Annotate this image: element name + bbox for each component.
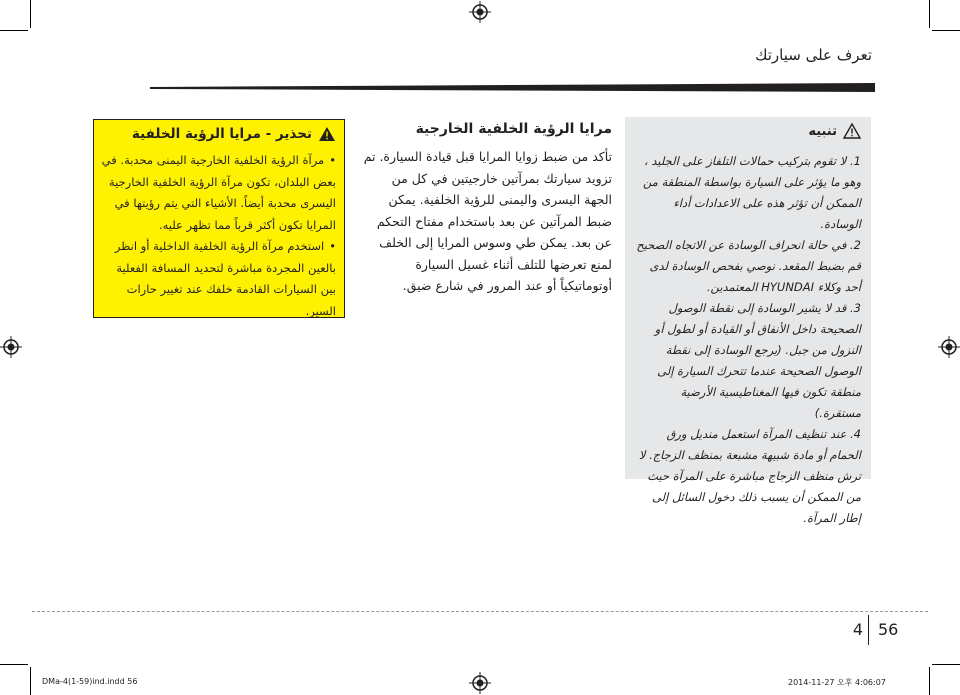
header-rule xyxy=(150,83,875,92)
registration-mark-icon xyxy=(469,672,491,694)
crop-mark xyxy=(0,664,28,665)
chapter-title: تعرف على سيارتك xyxy=(755,46,872,64)
warning-header xyxy=(132,126,336,142)
crop-mark xyxy=(929,0,930,28)
caution-box xyxy=(625,117,871,525)
crop-mark xyxy=(932,30,960,31)
caution-item: 3. قد لا يشير الوسادة إلى نقطة الوصول الصحيحة داخل الأنفاق أو القيادة أو لطول أو النزول من جبل. (يرجع الوسادة إلى نقطة الوصول الصحيحة عندما تتحرك السيارة إلى منطقة تكون فيها المغناطيسية الأرضية مستقرة.) xyxy=(654,301,861,420)
caution-item: 4. عند تنظيف المرآة استعمل منديل ورق الحمام أو مادة شبيهة مشبعة بمنظف الزجاج. لا ترش منظف الزجاج مباشرة على المرآة حيث من الممكن أن يسبب ذلك دخول السائل إلى إطار المرآة. xyxy=(638,427,861,525)
warning-title: تحذير - مرايا الرؤية الخلفية xyxy=(131,126,312,142)
registration-mark-icon xyxy=(469,1,491,23)
section-body: تأكد من ضبط زوايا المرايا قبل قيادة السيارة. تم تزويد سيارتك بمرآتين خارجيتين في كل من الجهة اليسرى واليمنى للرؤية الخلفية. يمكن ضبط المرآتين عن بعد باستخدام مفتاح التحكم عن بعد. يمكن طي وسوس المرايا إلى الخلف لمنع تعرضها للتلف أثناء غسيل السيارة أوتوماتيكياً أو عند المرور في شارع ضيق. xyxy=(363,149,612,293)
caution-item: 2. في حالة انحراف الوسادة عن الاتجاه الصحيح قم بضبط المقعد. نوصي بفحص الوسادة لدى أحد وكلاء HYUNDAI المعتمدين. xyxy=(636,238,861,294)
caution-header xyxy=(808,123,861,139)
chapter-number: 4 xyxy=(852,620,863,639)
crop-mark xyxy=(932,664,960,665)
footer-date: 2014-11-27 오후 4:06:07 xyxy=(788,678,886,687)
warning-triangle-icon xyxy=(318,126,336,142)
crop-mark xyxy=(0,30,28,31)
page-number: 56 xyxy=(878,620,899,639)
caution-list xyxy=(633,151,861,529)
warning-item: • استخدم مرآة الرؤية الخلفية الداخلية أو انظر بالعين المجردة مباشرة لتحديد المسافة الفعلية بين السيارات القادمة خلفك عند تغيير حارات السير. xyxy=(100,236,336,322)
warning-list xyxy=(100,150,336,322)
crop-mark xyxy=(30,0,31,28)
warning-item: • مرآة الرؤية الخلفية الخارجية اليمنى محدبة. في بعض البلدان، تكون مرآة الرؤية الخلفية الخارجية اليسرى محدبة أيضاً. الأشياء التي يتم رؤيتها في المرايا تكون أكثر قرباً مما تظهر عليه. xyxy=(100,150,336,236)
crop-mark xyxy=(30,667,31,695)
section-heading: مرايا الرؤية الخلفية الخارجية xyxy=(415,121,612,137)
page-divider xyxy=(32,611,928,612)
page-number-separator xyxy=(868,615,869,645)
caution-title: تنبيه xyxy=(808,123,837,139)
footer-file: DMa-4(1-59)ind.indd 56 xyxy=(42,677,138,686)
warning-box xyxy=(93,119,345,318)
crop-mark xyxy=(929,667,930,695)
warning-triangle-icon xyxy=(843,123,861,139)
caution-item: 1. لا تقوم بتركيب حمالات التلفاز على الجليد ، وهو ما يؤثر على السيارة بواسطة المنطقة من الممكن أن تؤثر هذه على الاعدادات أداء الوسادة. xyxy=(643,154,861,231)
registration-mark-icon xyxy=(938,336,960,358)
registration-mark-icon xyxy=(0,336,22,358)
